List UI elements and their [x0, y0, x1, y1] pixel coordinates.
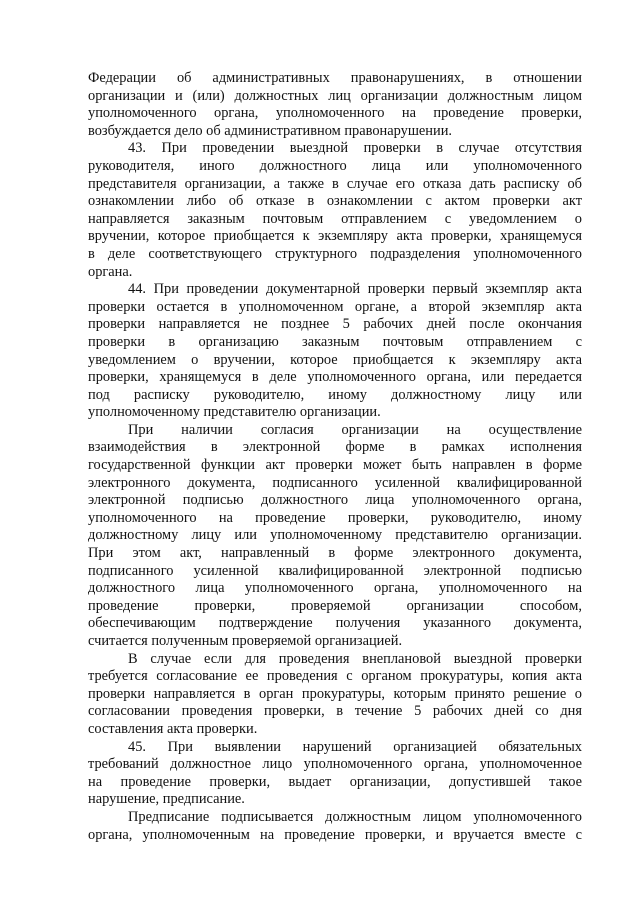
text-line: 43. При проведении выездной проверки в случае отсутствия [128, 140, 582, 157]
text-line: на проведение проверки, выдает организации, допустившей такое [88, 773, 582, 790]
paragraph-43 [88, 140, 582, 281]
text-line: государственной функции акт проверки может быть направлен в форме [88, 457, 582, 474]
text-line: проведение проверки, проверяемой организации способом, [88, 597, 582, 614]
text-line: При этом акт, направленный в форме электронного документа, [88, 545, 582, 562]
paragraph-44 [88, 281, 582, 422]
text-line: 45. При выявлении нарушений организацией обязательных [128, 738, 582, 755]
paragraph-order [88, 809, 582, 844]
text-line: взаимодействия в электронной форме в рамках исполнения [88, 439, 582, 456]
text-line: проверки остается в уполномоченном органе, а второй экземпляр акта [88, 298, 582, 315]
paragraph-prosecutor [88, 651, 582, 739]
text-line: уведомлением о вручении, которое приобщается к экземпляру акта [88, 351, 582, 368]
text-line: подписанного усиленной квалифицированной электронной подписью [88, 562, 582, 579]
text-line: согласовании проведения проверки, в течение 5 рабочих дней со дня [88, 703, 582, 720]
text-line: считается полученным проверяемой организацией. [88, 633, 403, 649]
text-line: составления акта проверки. [88, 720, 258, 737]
text-line: руководителя, иного должностного лица или уполномоченного [88, 157, 582, 174]
text-line: органа, уполномоченным на проведение проверки, и вручается вместе с [88, 826, 582, 843]
text-line: В случае если для проведения внеплановой выездной проверки [128, 650, 582, 667]
text-line: должностного лица уполномоченного органа, уполномоченного на [88, 580, 582, 597]
text-line: органа. [88, 263, 133, 280]
text-line: требуется согласование ее проведения с органом прокуратуры, копия акта [88, 668, 582, 685]
text-line: нарушение, предписание. [88, 791, 245, 808]
text-line: проверки направляется в орган прокуратуры, которым принято решение о [88, 685, 582, 702]
text-line: ознакомлении либо об отказе в ознакомлении с актом проверки акт [88, 193, 582, 210]
text-line: вручении, которое приобщается к экземпляру акта проверки, хранящемуся [88, 228, 582, 245]
text-line: должностному лицу или уполномоченному представителю организации. [88, 527, 582, 544]
text-line: проверки в организацию заказным почтовым отправлением с [88, 333, 582, 350]
text-line: При наличии согласия организации на осуществление [128, 421, 582, 438]
text-line: под расписку руководителю, иному должностному лицу или [88, 386, 582, 403]
paragraph-continued [88, 70, 582, 140]
text-line: проверки направляется не позднее 5 рабочих дней после окончания [88, 316, 582, 333]
text-line: 44. При проведении документарной проверки первый экземпляр акта [128, 281, 582, 298]
text-line: организации и (или) должностных лиц организации должностным лицом [88, 87, 582, 104]
text-line: в деле соответствующего структурного подразделения уполномоченного [88, 245, 582, 262]
text-line: требований должностное лицо уполномоченного органа, уполномоченное [88, 756, 582, 773]
text-line: возбуждается дело об административном правонарушении. [88, 122, 452, 139]
document-page [88, 70, 582, 844]
text-line: Предписание подписывается должностным лицом уполномоченного [128, 808, 582, 825]
paragraph-electronic [88, 422, 582, 651]
text-line: представителя организации, а также в случае его отказа дать расписку об [88, 175, 582, 192]
text-line: уполномоченного на проведение проверки, руководителю, иному [88, 509, 582, 526]
text-line: уполномоченному представителю организации. [88, 404, 381, 421]
paragraph-45 [88, 739, 582, 809]
text-line: обеспечивающим подтверждение получения указанного документа, [88, 615, 582, 632]
text-line: Федерации об административных правонарушениях, в отношении [88, 70, 582, 86]
text-line: электронного документа, подписанного усиленной квалифицированной [88, 474, 582, 491]
text-line: направляется заказным почтовым отправлением с уведомлением о [88, 210, 582, 227]
text-line: проверки, хранящемуся в деле уполномоченного органа, или передается [88, 369, 582, 386]
text-line: электронной подписью должностного лица уполномоченного органа, [88, 492, 582, 509]
text-line: уполномоченного органа, уполномоченного на проведение проверки, [88, 105, 582, 122]
